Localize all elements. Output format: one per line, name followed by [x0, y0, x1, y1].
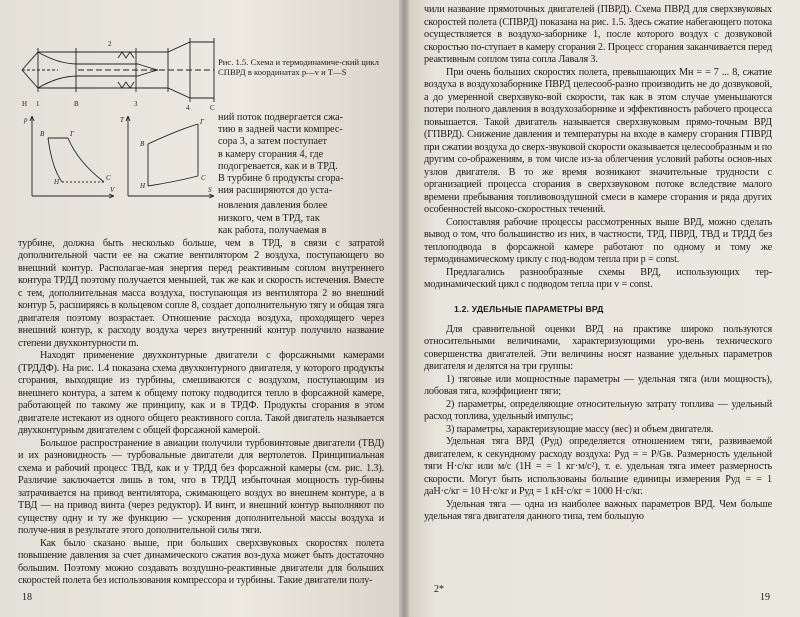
body-paragraph: чили название прямоточных двигателей (ПВРД). Схема ПВРД для сверхзвуковых скоростей полета (СПВРД) показана на рис. 1.5. Здесь сжатие набегающего потока осуществляется в воздухо-заборнике 1, после которого воздух с дозвуковой скоростью по-ступает в камеру сгорания 2. Процесс сгорания заканчивается перед реактивным соплом типа сопла Лаваля 3. [424, 4, 772, 65]
pv-point-label: В [40, 130, 45, 138]
body-paragraph: Большое распространение в авиации получили турбовинтовые двигатели (ТВД) и их разновидность — турбовальные двигатели для вертолетов. Принципиальная схема и рабочий процесс ТВД, как и у ТРДД без форсажной камеры (см. рис. 1.3). Различие заключается лишь в том, что в ТРДД избыточная мощность тур-бины затрачивается на привод вентилятора, сжимающего воздух во внешнем контуре, а в ТВД — на привод винта (через редуктор). И винт, и внешний контур выполняют по существу одну и ту же функцию — ускорения дополнительной массы воздуха и получе-ния в результате этого дополнительной силы тяги. [18, 437, 384, 536]
wrapped-text-column [218, 112, 384, 197]
text-line: низкого, чем в ТРД, так [218, 212, 320, 224]
text-line: ний поток подвергается сжа- [218, 112, 344, 123]
ts-point-label: Н [140, 182, 146, 190]
text-line: подогревается, как и в ТРД. [218, 160, 338, 172]
station-label: 2 [108, 40, 112, 48]
right-page [404, 0, 800, 617]
text-line: в камеру сгорания 4, где [218, 148, 324, 160]
body-paragraph: Сопоставляя рабочие процессы рассмотренных выше ВРД, можно сделать вывод о том, что большинство из них, в частности, ТРД, ПВРД, ТВД и ТРДД без теплоподвода в форсажной камере работают по одному и тому же термодинамическому циклу с под-водом тепла при p = const. [424, 216, 772, 265]
book-gutter [399, 0, 409, 617]
ts-axis-x-label: S [208, 186, 212, 194]
text-line: сора 3, а затем поступает [218, 136, 327, 148]
text-line: В турбине 6 продукты сгора- [218, 173, 344, 185]
page-number: 19 [760, 592, 770, 603]
body-paragraph: Как было сказано выше, при больших сверхзвуковых скоростях полета повышение давления за счет динамического сжатия воз-духа может быть достаточно большим. Поэтому можно создавать воздушно-реактивные двигатели для больших скоростей полета без использования компрессора и турбины. Такие двигатели полу- [18, 537, 384, 586]
body-paragraph: Для сравнительной оценки ВРД на практике широко пользуются относительными величинами, характеризующими уро-вень технического совершенства двигателей. Эти величины носят название удельных параметров двигателя и делятся на три группы: [424, 323, 772, 372]
figure-caption: Рис. 1.5. Схема и термодинамиче-ский цикл СПВРД в координатах p—v и T—S [218, 57, 379, 77]
station-label: В [74, 100, 79, 108]
list-item: 1) тяговые или мощностные параметры — удельная тяга (или мощность), лобовая тяга, коэффициент тяги; [424, 373, 772, 397]
text-line: как работа, получаемая в [218, 225, 327, 236]
section-heading: 1.2. УДЕЛЬНЫЕ ПАРАМЕТРЫ ВРД [454, 303, 604, 314]
body-paragraph: Удельная тяга — одна из наиболее важных параметров ВРД. Чем больше удельная тяга двигателя данного типа, тем большую [424, 498, 772, 522]
body-paragraph: Предлагались разнообразные схемы ВРД, использующих тер-модинамический цикл с подводом тепла при v = const. [424, 266, 772, 290]
ts-axis-y-label: T [120, 116, 124, 124]
pv-point-label: С [106, 174, 111, 182]
body-paragraph: Находят применение двухконтурные двигатели с форсажными камерами (ТРДДФ). На рис. 1.4 показана схема двухконтурного двигателя, у которого продукты сгорания, выходящие из турбины, смешиваются с воздухом, поступающим из внешнего контура, а затем к общему потоку подводится тепло в форсажной камере, работающей по такому же принципу, как и в ТРДФ. Продукты сгорания в этом двигателе истекают из одного общего реактивного сопла. Такой двигатель называется двухконтурным двигателем с общей форсажной камерой. [18, 350, 384, 436]
text-line: тию в задней части компрес- [218, 124, 343, 136]
list-item: 3) параметры, характеризующие массу (вес) и объем двигателя. [446, 423, 714, 435]
text-line: новления давления более [218, 200, 328, 211]
station-label: 1 [36, 100, 40, 108]
station-label: 4 [186, 104, 190, 112]
pv-axis-x-label: V [110, 186, 115, 194]
body-paragraph: Удельная тяга ВРД (Pуд) определяется отношением тяги, развиваемой двигателем, к секундному расходу воздуха: Pуд = = P/Gв. Размерность удельной тяги Н·с/кг или м/с (1Н = = 1 кг·м/с²), т. е. удельная тяга имеет размерность скорости. Могут быть использованы большие единицы измерения Pуд = = 1 даН·с/кг = 10 Н·с/кг и Pуд = 1 кН·с/кг = 1000 Н·с/кг. [424, 436, 772, 497]
figure-area [18, 4, 384, 204]
pv-axis-y-label: p [24, 116, 28, 124]
station-label: Н [22, 100, 28, 108]
pv-point-label: Г [70, 130, 74, 138]
page-number: 18 [22, 592, 32, 603]
list-item: 2) параметры, определяющие относительную затрату топлива — удельный расход топлива, удельный импульс; [424, 398, 772, 422]
pv-point-label: Н [54, 178, 60, 186]
text-line: ния расширяются до уста- [218, 185, 333, 197]
body-paragraph: турбине, должна быть несколько больше, чем в ТРД, в связи с затратой дополнительной части ее на сжатие вентилятором 2 воздуха, поступающего во внешний контур. Располагае-мая энергия перед реактивным соплом внутреннего контура ТРДД поэтому получается меньшей, так же как и скорость истечения. Вместе с тем, дополнительная масса воздуха, поступающая из вентилятора 2 во внешний контур 5, расширяясь в кольцевом сопле 8, создает дополнительную тягу и общая тяга двигателя поэтому возрастает. Отношение расхода воздуха, проходящего через внешний контур, к расходу воздуха через внутренний контур получило название степени двухконтурности m. [18, 237, 384, 349]
ramjet-schematic [22, 38, 214, 102]
body-paragraph: При очень больших скоростях полета, превышающих Mн = = 7 ... 8, сжатие воздуха в воздухозаборнике ПВРД целесооб-разно производить не до дозвуковой, а до умеренной сверхзвуко-вой скорости, так как в этом случае уменьшаются потери полного давления в воздухозаборнике и эффективность рабочего процесса повышается. Такой двигатель называется сверхзвуковым прямо-точным ВРД (ГПВРД). Снижение давления и температуры на входе в камеру сгорания ГПВРД при сжатии воздуха до сверх-звуковой скорости оказывается целесообразным и по другим со-ображениям, в том числе из-за облегчения условий работы основ-ных узлов двигателя. В то же время возникают значительные трудности с организацией процесса сгорания в сверхзвуковом потоке вследствие малого времени пребывания топливовоздушной смеси в камере сгорания и ряда других особенностей высоко-скоростных течений. [424, 66, 772, 215]
pv-diagram [30, 116, 114, 198]
ts-point-label: Г [200, 118, 204, 126]
engine-diagram-figure [18, 12, 218, 202]
station-label: С [210, 104, 215, 112]
signature-mark: 2* [434, 584, 444, 595]
ts-point-label: В [140, 140, 145, 148]
ts-point-label: С [201, 174, 206, 182]
station-label: 3 [134, 100, 138, 108]
